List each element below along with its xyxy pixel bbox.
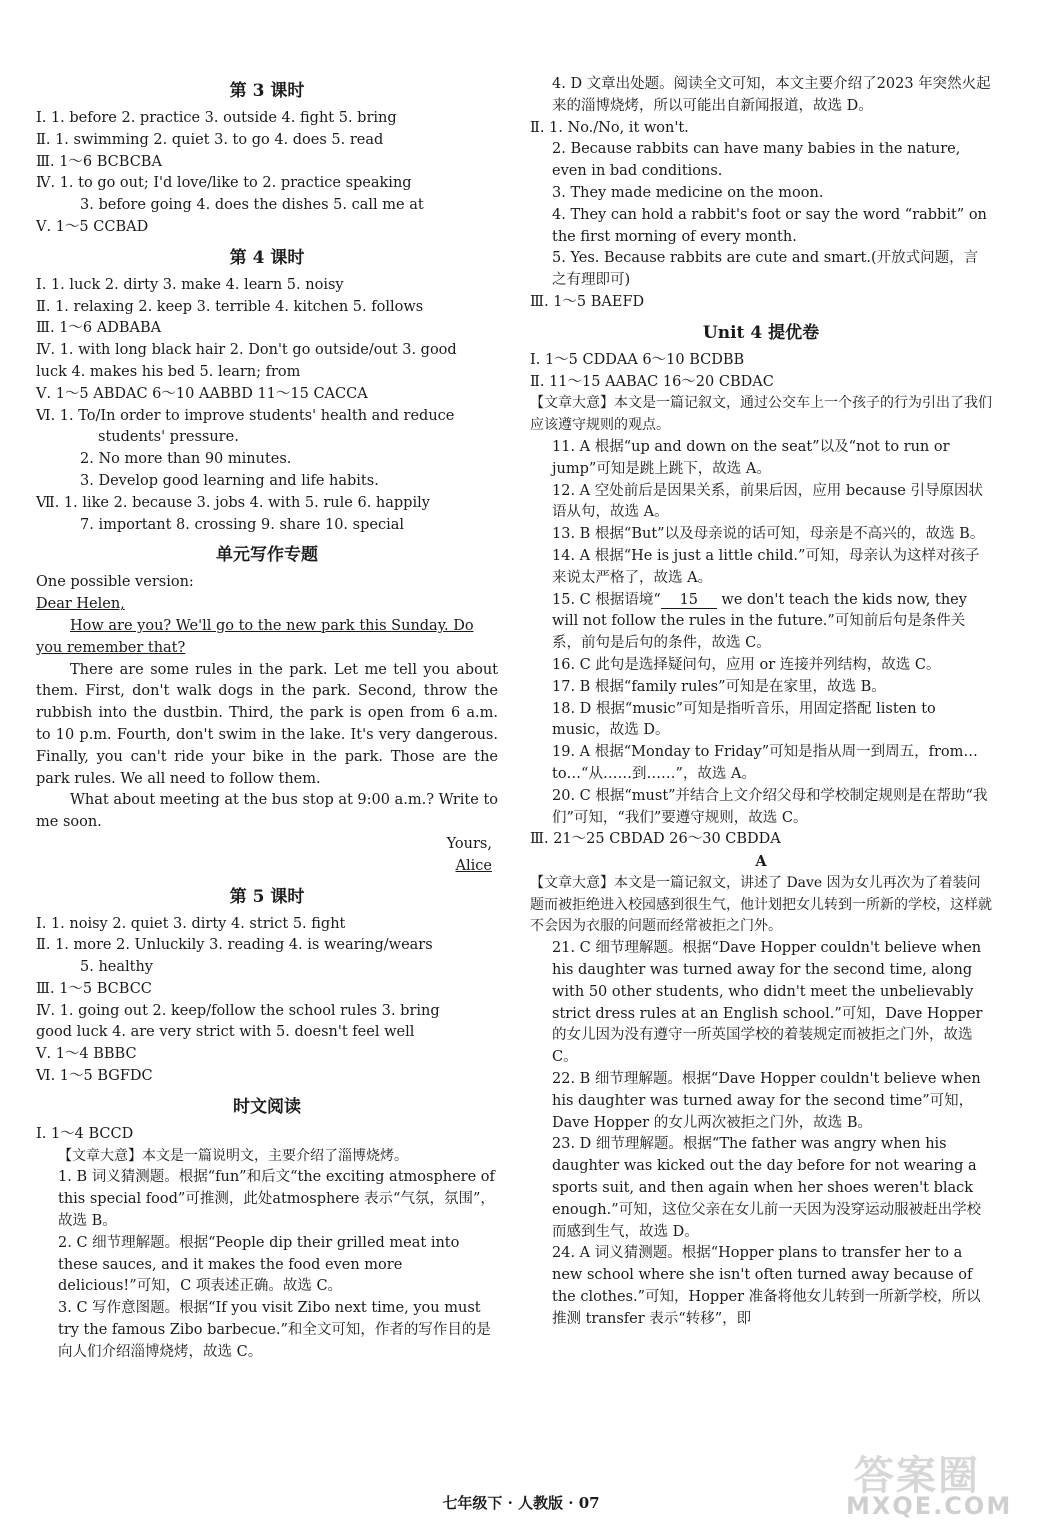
answer-line: luck 4. makes his bed 5. learn; from [36,363,301,380]
blank-number: 15 [661,592,717,609]
answer-line: Ⅳ. 1. with long black hair 2. Don't go outside/out 3. good [36,342,457,359]
explanation-item: 21. C 细节理解题。根据“Dave Hopper couldn't believe when his daughter was turned away for the second time, along with 50 other students, who didn't meet the unbelievably strict dress rules at an English school.”可知，Dave Hopper 的女儿因为没有遵守一所英国学校的着装规定而被拒之门外，故选 C。 [552,940,983,1066]
answer-item: 5. Yes. Because rabbits are cute and smart.(开放式问题，言之有理即可) [552,250,979,289]
section-title-news-reading: 时文阅读 [233,1096,301,1117]
answer-line: students' pressure. [98,429,239,446]
explanation-item: 16. C 此句是选择疑问句，应用 or 连接并列结构，故选 C。 [552,656,941,673]
answer-line: Ⅲ. 1～6 ADBABA [36,320,162,337]
explanation-item: 14. A 根据“He is just a little child.”可知，母亲认为这样对孩子来说太严格了，故选 A。 [552,547,980,586]
letter-paragraph: There are some rules in the park. Let me tell you about them. First, don't walk dogs in the park. Second, throw the rubbish into the dustbin. Third, the park is open from 6 a.m. to 10 p.m. Fourth, don't swim in the lake. It's very dangerous. Finally, you can't ride your bike in the park. Those are the park rules. We all need to follow them. [36,661,498,787]
letter-paragraph: How are you? We'll go to the new park this Sunday. Do [70,617,474,634]
answer-line: 5. healthy [80,959,154,976]
explanation-item: 24. A 词义猜测题。根据“Hopper plans to transfer her to a new school where she isn't often turned away because of the clothes.”可知，Hopper 准备将他女儿转到一所新学校，所以推测 transfer 表示“转移”，即 [552,1245,981,1327]
explanation-item: 3. C 写作意图题。根据“If you visit Zibo next time, you must try the famous Zibo barbecue.”和全文可知，作者的写作目的是向人们介绍淄博烧烤，故选 C。 [58,1300,491,1360]
explanation-text: 15. C 根据语境“ [552,591,661,608]
explanation-item: 18. D 根据“music”可知是指听音乐，用固定搭配 listen to music，故选 D。 [552,700,936,739]
answer-line: 7. important 8. crossing 9. share 10. special [80,516,404,533]
letter-signature: Alice [455,857,492,874]
answer-line: Ⅱ. 1. more 2. Unluckily 3. reading 4. is wearing/wears [36,937,433,954]
answer-line: Ⅲ. 1～5 BAEFD [530,293,645,310]
article-gist: 【文章大意】本文是一篇记叙文，讲述了 Dave 因为女儿再次为了着装问题而被拒绝进入校园感到很生气，他计划把女儿转到一所新的学校，这样就不会因为衣服的问题而经常被拒之门外。 [530,874,992,935]
explanation-item: 1. B 词义猜测题。根据“fun”和后文“the exciting atmosphere of this special food”可推测，此处atmosphere 表示“气氛，氛围”，故选 B。 [58,1169,495,1230]
answer-line: Ⅶ. 1. like 2. because 3. jobs 4. with 5. rule 6. happily [36,494,430,511]
answer-line: Ⅱ. 11～15 AABAC 16～20 CBDAC [530,373,774,390]
section-title-unit4: Unit 4 提优卷 [702,322,820,343]
answer-line: Ⅲ. 21～25 CBDAD 26～30 CBDDA [530,831,781,848]
explanation-item: 23. D 细节理解题。根据“The father was angry when his daughter was kicked out the day before for not wearing a sports suit, and then again when her shoes weren't black enough.”可知，这位父亲在女儿前一天因为没穿运动服被赶出学校而感到生气，故选 D。 [552,1136,982,1240]
answer-line: Ⅰ. 1～4 BCCD [36,1125,134,1142]
explanation-item: 19. A 根据“Monday to Friday”可知是指从周一到周五，from…to…“从……到……”，故选 A。 [552,744,978,782]
answer-line: Ⅱ. 1. swimming 2. quiet 3. to go 4. does 5. read [36,131,384,148]
answer-line: 2. No more than 90 minutes. [80,451,292,468]
answer-line: Ⅳ. 1. going out 2. keep/follow the school rules 3. bring [36,1002,440,1019]
explanation-text: we don't teach the kids now, they will not follow the rules in the future.”可知前后句是条件关系，前句是后句的条件，故选 C。 [552,591,967,652]
answer-line: Ⅵ. 1. To/In order to improve students' health and reduce [36,407,455,424]
left-column [36,72,498,1364]
section-title-lesson3: 第 3 课时 [229,81,305,101]
answer-line: Ⅲ. 1～5 BCBCC [36,980,152,997]
right-column [530,72,992,1331]
answer-line: Ⅰ. 1～5 CDDAA 6～10 BCDBB [530,351,745,368]
section-title-lesson5: 第 5 课时 [229,886,305,907]
letter-salutation: Dear Helen, [36,596,125,613]
explanation-item: 2. C 细节理解题。根据“People dip their grilled meat into these sauces, and it makes the food even more delicious!”可知，C 项表述正确。故选 C。 [58,1234,460,1295]
answer-line: 3. Develop good learning and life habits. [80,472,379,489]
watermark-text: 答案圈 [854,1453,980,1499]
article-gist: 【文章大意】本文是一篇记叙文，通过公交车上一个孩子的行为引出了我们应该遵守规则的观点。 [530,395,992,434]
explanation-item: 4. D 文章出处题。阅读全文可知，本文主要介绍了2023 年突然火起来的淄博烧烤，所以可能出自新闻报道，故选 D。 [552,76,991,114]
explanation-item: 12. A 空处前后是因果关系，前果后因，应用 because 引导原因状语从句，故选 A。 [552,482,983,521]
article-gist: 【文章大意】本文是一篇说明文，主要介绍了淄博烧烤。 [58,1147,408,1164]
page-footer: 七年级下 · 人教版 · 07 [442,1494,600,1512]
answer-item: 4. They can hold a rabbit's foot or say the word “rabbit” on the first morning of every month. [552,206,987,245]
answer-line: Ⅴ. 1～5 CCBAD [36,218,149,235]
answer-item: 3. They made medicine on the moon. [552,184,824,201]
letter-closing: Yours, [446,835,492,852]
explanation-item: 11. A 根据“up and down on the seat”以及“not to run or jump”可知是跳上跳下，故选 A。 [552,438,950,477]
writing-intro: One possible version: [36,574,194,591]
answer-line: Ⅳ. 1. to go out; I'd love/like to 2. practice speaking [36,175,412,192]
answer-line: Ⅲ. 1～6 BCBCBA [36,153,162,170]
answer-line: good luck 4. are very strict with 5. doesn't feel well [36,1024,415,1041]
letter-paragraph: you remember that? [36,639,186,656]
explanation-item: 20. C 根据“must”并结合上文介绍父母和学校制定规则是在帮助“我们”可知，“我们”要遵守规则，故选 C。 [552,787,988,826]
watermark-logo [846,1440,1022,1526]
watermark-url: MXQE.COM [846,1492,1013,1520]
section-title-lesson4: 第 4 课时 [229,247,305,268]
passage-label: A [755,853,767,871]
explanation-item: 13. B 根据“But”以及母亲说的话可知，母亲是不高兴的，故选 B。 [552,526,985,543]
answer-line: Ⅰ. 1. noisy 2. quiet 3. dirty 4. strict 5. fight [36,915,346,932]
answer-line: Ⅰ. 1. luck 2. dirty 3. make 4. learn 5. noisy [36,276,344,293]
answer-line: 3. before going 4. does the dishes 5. call me at [80,197,424,214]
explanation-item: 17. B 根据“family rules”可知是在家里，故选 B。 [552,678,886,695]
answer-item: 2. Because rabbits can have many babies in the nature, even in bad conditions. [552,141,961,180]
answer-line: Ⅵ. 1～5 BGFDC [36,1068,153,1085]
answer-line: Ⅴ. 1～4 BBBC [36,1046,137,1063]
explanation-item [530,590,992,655]
answer-line: Ⅱ. 1. relaxing 2. keep 3. terrible 4. kitchen 5. follows [36,298,424,315]
explanation-item: 22. B 细节理解题。根据“Dave Hopper couldn't believe when his daughter was turned away for the second time”可知，Dave Hopper 的女儿两次被拒之门外，故选 B。 [552,1071,981,1131]
answer-line: Ⅱ. 1. No./No, it won't. [530,119,689,136]
answer-line: Ⅴ. 1～5 ABDAC 6～10 AABBD 11～15 CACCA [36,385,368,402]
answer-line: Ⅰ. 1. before 2. practice 3. outside 4. fight 5. bring [36,110,397,126]
letter-paragraph: What about meeting at the bus stop at 9:00 a.m.? Write to me soon. [36,792,498,831]
section-title-writing: 单元写作专题 [216,545,318,566]
